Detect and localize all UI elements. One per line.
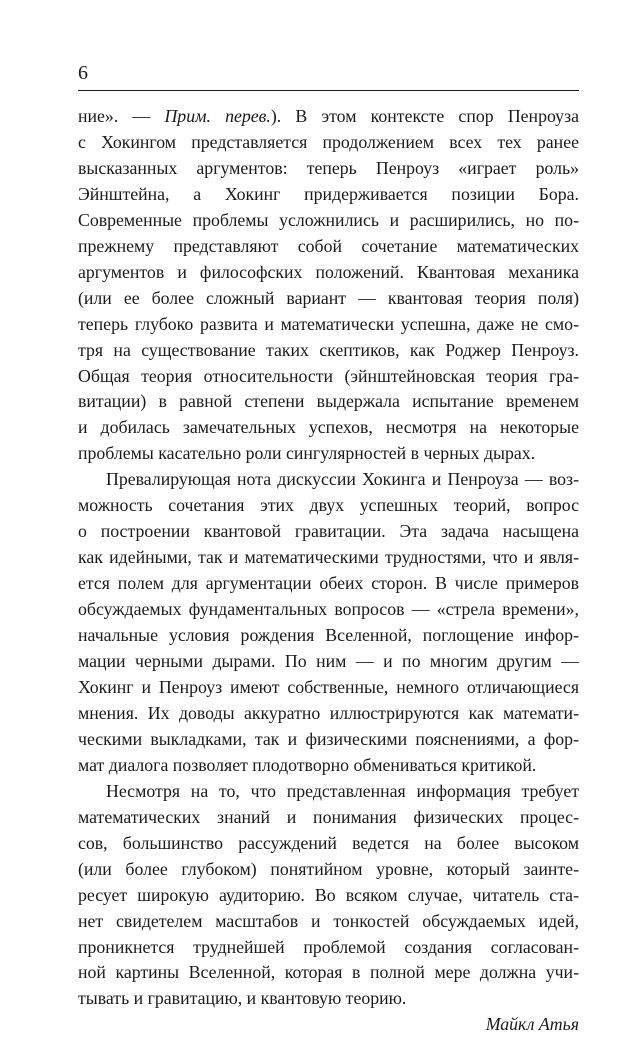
text-line: аргументов и философских положений. Квантовая механика (78, 261, 579, 282)
text-line: математических знаний и понимания физических процес- (78, 806, 579, 827)
text-line: мации черными дырами. По ним — и по многим другим — (78, 651, 579, 672)
text-line: обсуждаемых фундаментальных вопросов — «стрела времени», (78, 599, 579, 620)
text-line: проблемы касательно роли сингулярностей в черных дырах. (78, 443, 536, 464)
text-line: ческими выкладками, так и физическими пояснениями, а фор- (78, 728, 579, 749)
text-line: Общая теория относительности (эйнштейновская теория гра- (78, 365, 579, 386)
text-line: тря на существование таких скептиков, как Роджер Пенроуз. (78, 339, 579, 360)
text-line: мнения. Их доводы аккуратно иллюстрируются как математи- (78, 702, 579, 723)
text-line: сов, большинство рассуждений ведется на более высоком (78, 832, 579, 853)
text-line: (или ее более сложный вариант — квантовая теория поля) (78, 287, 579, 308)
text-line: прежнему представляют собой сочетание математических (78, 235, 579, 256)
page-number: 6 (78, 62, 88, 84)
text-line: нет свидетелем масштабов и тонкостей обсуждаемых идей, (78, 910, 579, 931)
text-line: теперь глубоко развита и математически успешна, даже не смо- (78, 313, 579, 334)
text-line: можность сочетания этих двух успешных теорий, вопрос (78, 495, 579, 516)
paragraph-start: Несмотря на то, что представленная информация требует (106, 780, 579, 801)
text-line: ется полем для аргументации обеих сторон. В числе примеров (78, 573, 579, 594)
paragraph-start: Превалирующая нота дискуссии Хокинга и Пенроуза — воз- (106, 469, 579, 490)
author-signature: Майкл Атья (485, 1014, 579, 1035)
translator-note: Прим. перев. (164, 106, 271, 126)
text-line: начальные условия рождения Вселенной, поглощение инфор- (78, 625, 579, 646)
body-text (78, 104, 579, 1038)
text-line: тывать и гравитацию, и квантовую теорию. (78, 988, 407, 1009)
text-line: высказанных аргументов: теперь Пенроуз «играет роль» (78, 157, 579, 178)
text-line: с Хокингом представляется продолжением всех тех ранее (78, 131, 579, 152)
text-line: Хокинг и Пенроуз имеют собственные, немного отличающиеся (78, 676, 579, 697)
text-line: как идейными, так и математическими трудностями, что и явля- (78, 547, 579, 568)
text-line: (или более глубоком) понятийном уровне, который заинте- (78, 858, 579, 879)
text-line: ресует широкую аудиторию. Во всяком случае, читатель ста- (78, 884, 579, 905)
text-line: о построении квантовой гравитации. Эта задача насыщена (78, 521, 579, 542)
text-line: ние». — Прим. перев.). В этом контексте спор Пенроуза (78, 106, 579, 126)
text-line: Современные проблемы усложнились и расширились, но по- (78, 209, 579, 230)
text-line: витации) в равной степени выдержала испытание временем (78, 391, 579, 412)
text-line: и добилась замечательных успехов, несмотря на некоторые (78, 417, 579, 438)
text-line: Эйнштейна, а Хокинг придерживается позиции Бора. (78, 183, 579, 204)
header-rule (78, 90, 579, 91)
text-line: проникнется труднейшей проблемой создания согласован- (78, 936, 579, 957)
text-line: мат диалога позволяет плодотворно обмениваться критикой. (78, 754, 537, 775)
text-line: ной картины Вселенной, которая в полной мере должна учи- (78, 962, 579, 983)
